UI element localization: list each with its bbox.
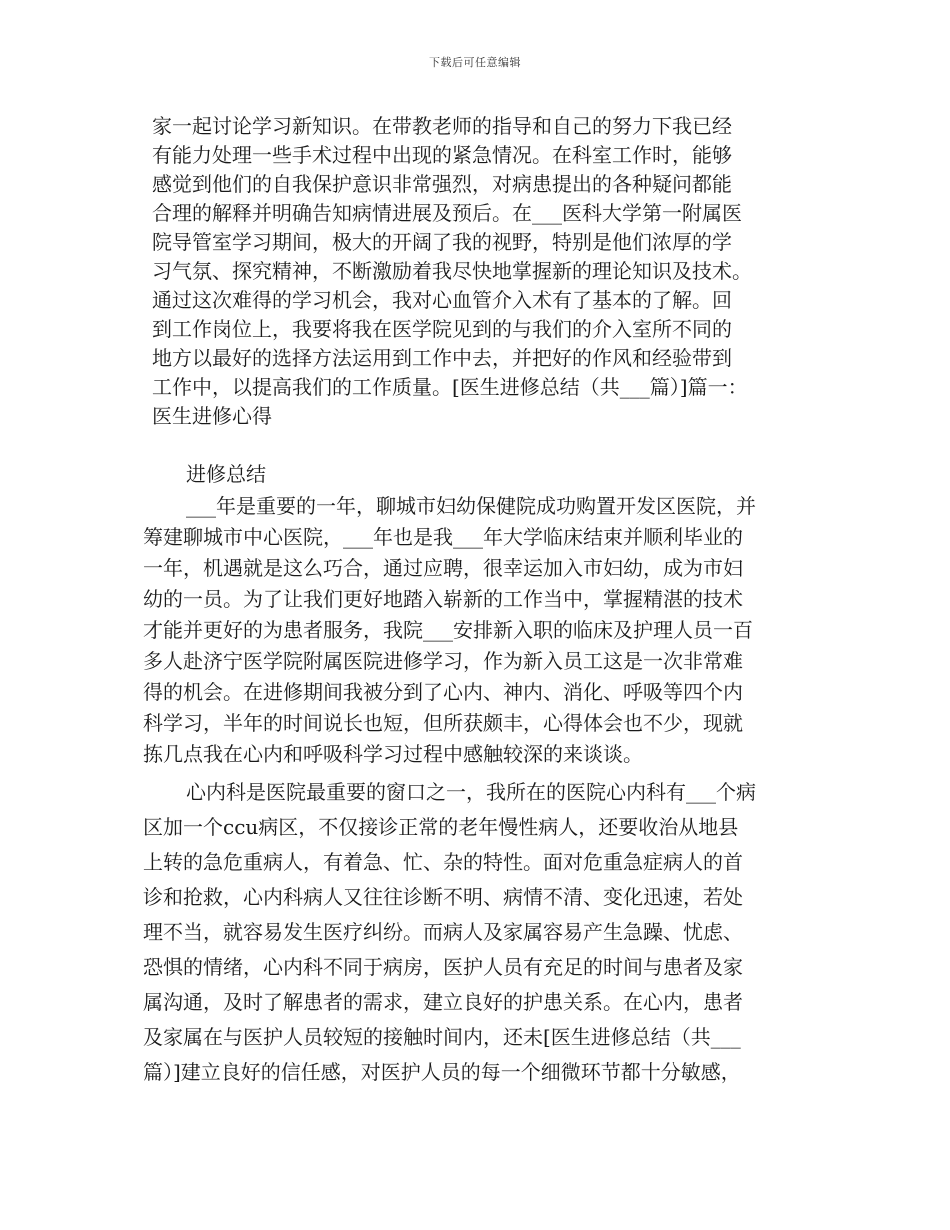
text-line: 得的机会。在进修期间我被分到了心内、神内、消化、呼吸等四个内 — [143, 680, 743, 704]
text-line: 筹建聊城市中心医院，___年也是我___年大学临床结束并顺利毕业的 — [143, 525, 743, 549]
section-heading: 进修总结 — [186, 462, 266, 486]
text-line: 工作中，以提高我们的工作质量。[医生进修总结（共___篇）]篇一： — [152, 375, 748, 399]
text-line: 通过这次难得的学习机会，我对心血管介入术有了基本的了解。回 — [152, 288, 732, 312]
page-header: 下载后可任意编辑 — [429, 56, 521, 69]
text-line: 幼的一员。为了让我们更好地踏入崭新的工作当中，掌握精湛的技术 — [143, 587, 743, 611]
text-line: 属沟通，及时了解患者的需求，建立良好的护患关系。在心内，患者 — [143, 990, 743, 1014]
text-line: 多人赴济宁医学院附属医院进修学习，作为新入员工这是一次非常难 — [143, 649, 743, 673]
text-line: ___年是重要的一年，聊城市妇幼保健院成功购置开发区医院，并 — [186, 494, 756, 518]
text-line: 一年，机遇就是这么巧合，通过应聘，很幸运加入市妇幼，成为市妇 — [143, 556, 743, 580]
text-line: 及家属在与医护人员较短的接触时间内，还未[医生进修总结（共___ — [143, 1025, 741, 1049]
text-line: 拣几点我在心内和呼吸科学习过程中感触较深的来谈谈。 — [143, 742, 643, 766]
text-line: 诊和抢救，心内科病人又往往诊断不明、病情不清、变化迅速，若处 — [143, 885, 743, 909]
text-line: 心内科是医院最重要的窗口之一，我所在的医院心内科有___个病 — [186, 780, 756, 804]
text-line: 科学习，半年的时间说长也短，但所获颇丰，心得体会也不少，现就 — [143, 711, 743, 735]
text-line: 恐惧的情绪，心内科不同于病房，医护人员有充足的时间与患者及家 — [143, 955, 743, 979]
text-line: 习气氛、探究精神，不断激励着我尽快地掌握新的理论知识及技术。 — [152, 259, 752, 283]
text-line: 才能并更好的为患者服务，我院___安排新入职的临床及护理人员一百 — [143, 618, 753, 642]
text-line: 篇）]建立良好的信任感，对医护人员的每一个细微环节都十分敏感， — [143, 1060, 741, 1084]
text-line: 地方以最好的选择方法运用到工作中去，并把好的作风和经验带到 — [152, 346, 732, 370]
text-line: 院导管室学习期间，极大的开阔了我的视野，特别是他们浓厚的学 — [152, 230, 732, 254]
text-line: 感觉到他们的自我保护意识非常强烈，对病患提出的各种疑问都能 — [152, 172, 732, 196]
text-line: 理不当，就容易发生医疗纠纷。而病人及家属容易产生急躁、忧虑、 — [143, 920, 743, 944]
text-line: 到工作岗位上，我要将我在医学院见到的与我们的介入室所不同的 — [152, 317, 732, 341]
text-line: 上转的急危重病人，有着急、忙、杂的特性。面对危重急症病人的首 — [143, 850, 743, 874]
text-line: 家一起讨论学习新知识。在带教老师的指导和自己的努力下我已经 — [152, 114, 732, 138]
text-line: 有能力处理一些手术过程中出现的紧急情况。在科室工作时，能够 — [152, 143, 732, 167]
text-line: 医生进修心得 — [152, 404, 272, 428]
text-line: 合理的解释并明确告知病情进展及预后。在___医科大学第一附属医 — [152, 201, 742, 225]
text-line: 区加一个ccu病区，不仅接诊正常的老年慢性病人，还要收治从地县 — [143, 815, 739, 839]
